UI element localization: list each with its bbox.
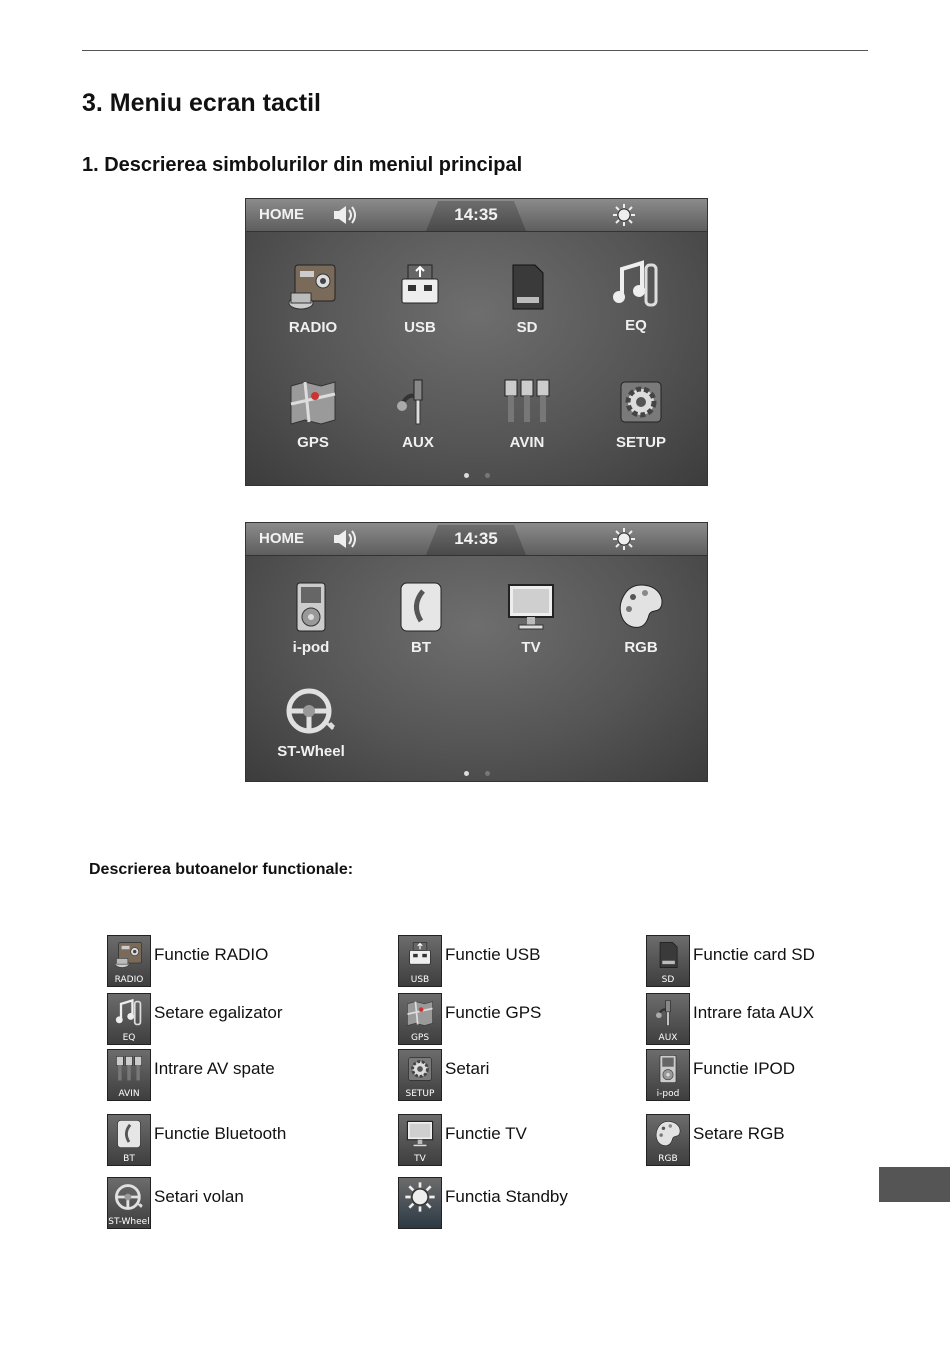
legend-title: Descrierea butoanelor functionale:	[89, 861, 354, 878]
page-dot-active[interactable]	[464, 771, 469, 776]
rca-plugs-icon	[113, 1053, 145, 1085]
app-bt[interactable]	[371, 579, 471, 656]
legend-text: Intrare AV spate	[154, 1059, 275, 1078]
steering-wheel-icon	[283, 683, 339, 739]
radio-icon	[113, 939, 145, 971]
usb-icon	[392, 259, 448, 315]
tile-label: SETUP	[405, 1089, 435, 1099]
app-label: TV	[521, 639, 541, 656]
page-indicator	[246, 465, 707, 483]
page-dot[interactable]	[485, 473, 490, 478]
gps-map-icon	[285, 374, 341, 430]
rca-plugs-icon	[499, 374, 555, 430]
app-label: RADIO	[288, 319, 338, 336]
radio-tile	[107, 935, 151, 987]
aux-tile	[646, 993, 690, 1045]
subsection-title: 1. Descrierea simbolurilor din meniul principal	[82, 154, 523, 176]
brightness-icon	[404, 1181, 436, 1213]
gps-tile	[398, 993, 442, 1045]
legend-text: Functie USB	[445, 945, 541, 964]
app-ipod[interactable]	[261, 579, 361, 656]
page-indicator	[246, 763, 707, 781]
aux-jack-icon	[390, 374, 446, 430]
app-st-wheel[interactable]	[261, 683, 361, 760]
section-title: 3. Meniu ecran tactil	[82, 89, 321, 117]
volume-icon[interactable]	[332, 205, 358, 225]
page-dot-active[interactable]	[464, 473, 469, 478]
app-rgb[interactable]	[591, 579, 691, 656]
app-radio[interactable]	[263, 259, 363, 336]
tile-label: AVIN	[118, 1089, 140, 1099]
rgb-tile	[646, 1114, 690, 1166]
app-label: GPS	[297, 434, 329, 451]
legend-text: Functie GPS	[445, 1003, 542, 1022]
brightness-icon[interactable]	[612, 203, 636, 227]
eq-tile	[107, 993, 151, 1045]
aux-jack-icon	[652, 997, 684, 1029]
app-gps[interactable]	[263, 374, 363, 451]
usb-tile	[398, 935, 442, 987]
tile-label: SD	[661, 975, 675, 985]
bluetooth-phone-icon	[113, 1118, 145, 1150]
legend-text: Functie IPOD	[693, 1059, 796, 1078]
sd-card-icon	[652, 939, 684, 971]
page-tab-marker	[879, 1167, 950, 1202]
app-label: SETUP	[615, 434, 666, 451]
tv-monitor-icon	[404, 1118, 436, 1150]
tv-tile	[398, 1114, 442, 1166]
usb-icon	[404, 939, 436, 971]
page-dot[interactable]	[485, 771, 490, 776]
sd-tile	[646, 935, 690, 987]
app-label: i-pod	[292, 639, 330, 656]
tile-label: AUX	[658, 1033, 678, 1043]
tile-label: RGB	[658, 1154, 678, 1164]
legend-text: Functie card SD	[693, 945, 815, 964]
app-label: USB	[404, 319, 436, 336]
tile-label: RADIO	[114, 975, 144, 985]
legend-text: Functia Standby	[445, 1187, 568, 1206]
steering-wheel-icon	[113, 1181, 145, 1213]
ipod-icon	[652, 1053, 684, 1085]
app-label: EQ	[625, 317, 647, 334]
app-label: SD	[516, 319, 538, 336]
volume-icon[interactable]	[332, 529, 358, 549]
legend-text: Setari volan	[154, 1187, 244, 1206]
avin-tile	[107, 1049, 151, 1101]
app-usb[interactable]	[370, 259, 470, 336]
ipod-tile	[646, 1049, 690, 1101]
legend-text: Functie Bluetooth	[154, 1124, 287, 1143]
color-palette-icon	[652, 1118, 684, 1150]
color-palette-icon	[613, 579, 669, 635]
settings-gear-icon	[613, 374, 669, 430]
settings-gear-icon	[404, 1053, 436, 1085]
gps-map-icon	[404, 997, 436, 1029]
home-button[interactable]: HOME	[259, 530, 304, 547]
legend-text: Functie RADIO	[154, 945, 269, 964]
app-sd[interactable]	[477, 259, 577, 336]
app-label: AVIN	[509, 434, 545, 451]
setup-tile	[398, 1049, 442, 1101]
tile-label: USB	[410, 975, 430, 985]
equalizer-icon	[113, 997, 145, 1029]
legend-text: Setari	[445, 1059, 490, 1078]
tile-label: EQ	[122, 1033, 136, 1043]
clock: 14:35	[454, 205, 498, 224]
app-setup[interactable]	[591, 374, 691, 451]
clock: 14:35	[454, 529, 498, 548]
tile-label: ST-Wheel	[108, 1217, 150, 1227]
app-tv[interactable]	[481, 579, 581, 656]
app-label: ST-Wheel	[277, 743, 345, 760]
legend-text: Setare RGB	[693, 1124, 785, 1143]
bluetooth-phone-icon	[393, 579, 449, 635]
app-eq[interactable]	[586, 257, 686, 334]
app-avin[interactable]	[477, 374, 577, 451]
legend-text: Intrare fata AUX	[693, 1003, 814, 1022]
sd-card-icon	[499, 259, 555, 315]
app-label: AUX	[402, 434, 434, 451]
radio-icon	[285, 259, 341, 315]
app-label: BT	[411, 639, 431, 656]
st-wheel-tile	[107, 1177, 151, 1229]
app-label: RGB	[624, 639, 658, 656]
legend-text: Functie TV	[445, 1124, 527, 1143]
equalizer-icon	[608, 257, 664, 313]
tile-label: GPS	[410, 1033, 430, 1043]
tile-label: i-pod	[656, 1089, 680, 1099]
home-screen-page-2	[245, 522, 708, 782]
home-screen-page-1	[245, 198, 708, 486]
bt-tile	[107, 1114, 151, 1166]
legend-text: Setare egalizator	[154, 1003, 283, 1022]
standby-tile	[398, 1177, 442, 1229]
tv-monitor-icon	[503, 579, 559, 635]
header-rule	[82, 50, 868, 51]
home-button[interactable]: HOME	[259, 206, 304, 223]
tile-label: BT	[123, 1154, 135, 1164]
app-aux[interactable]	[368, 374, 468, 451]
brightness-icon[interactable]	[612, 527, 636, 551]
ipod-icon	[283, 579, 339, 635]
tile-label: TV	[414, 1154, 426, 1164]
